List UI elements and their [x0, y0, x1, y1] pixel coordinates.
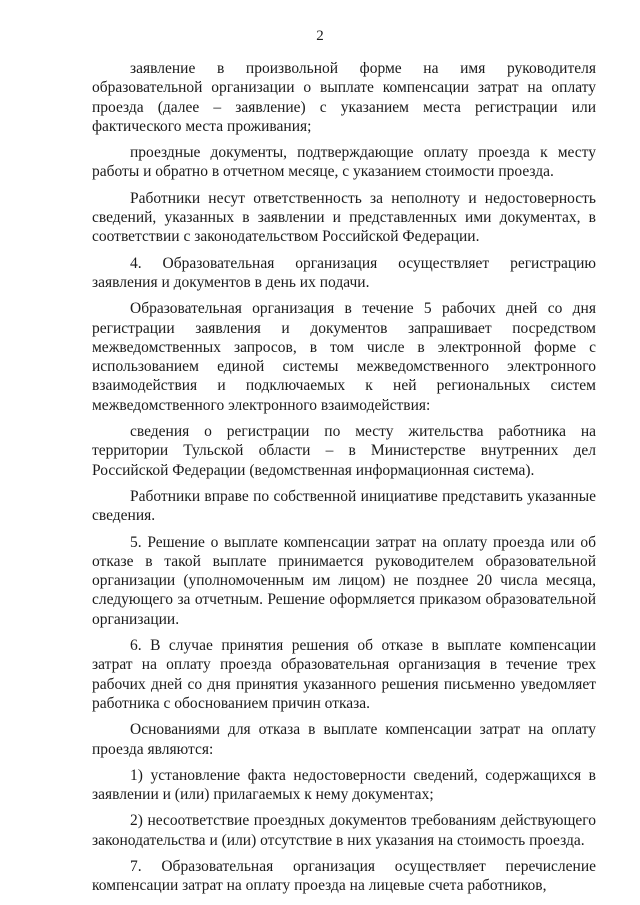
paragraph-ground-1: 1) установление факта недостоверности сведений, содержащихся в заявлении и (или) прилагаемых к нему документах; — [92, 766, 596, 804]
paragraph-registration-info: сведения о регистрации по месту жительства работника на территории Тульской области – в Министерстве внутренних дел Российской Федерации (ведомственная информационная система). — [92, 423, 596, 479]
paragraph-refusal-grounds: Основаниями для отказа в выплате компенсации затрат на оплату проезда являются: — [92, 721, 596, 758]
paragraph-application: заявление в произвольной форме на имя руководителя образовательной организации о выплате компенсации затрат на оплату проезда (далее – заявление) с указанием места регистрации или фактического места проживания; — [92, 60, 596, 135]
paragraph-interagency-requests: Образовательная организация в течение 5 рабочих дней со дня регистрации заявления и документов запрашивает посредством межведомственных запросов, в том числе в электронной форме с использованием единой системы межведомственного электронного взаимодействия и подключаемых к ней региональных систем межведомственного электронного взаимодействия: — [92, 300, 596, 414]
paragraph-item-5: 5. Решение о выплате компенсации затрат на оплату проезда или об отказе в такой выплате принимается руководителем образовательной организации (уполномоченным им лицом) не позднее 20 числа месяца, следующего за отчетным. Решение оформляется приказом образовательной организации. — [92, 533, 596, 628]
paragraph-responsibility: Работники несут ответственность за неполноту и недостоверность сведений, указанных в заявлении и представленных ими документах, в соответствии с законодательством Российской Федерации. — [92, 189, 596, 246]
paragraph-item-4: 4. Образовательная организация осуществляет регистрацию заявления и документов в день их подачи. — [92, 254, 596, 291]
paragraph-item-6: 6. В случае принятия решения об отказе в выплате компенсации затрат на оплату проезда образовательная организация в течение трех рабочих дней со дня принятия указанного решения письменно уведомляет работника с обоснованием причин отказа. — [92, 637, 596, 712]
paragraph-ground-2: 2) несоответствие проездных документов требованиям действующего законодательства и (или) отсутствие в них указания на стоимость проезда. — [92, 812, 596, 849]
page-number: 2 — [316, 28, 324, 44]
paragraph-travel-documents: проездные документы, подтверждающие оплату проезда к месту работы и обратно в отчетном месяце, с указанием стоимости проезда. — [92, 144, 596, 181]
paragraph-own-initiative: Работники вправе по собственной инициативе представить указанные сведения. — [92, 487, 596, 525]
paragraph-item-7: 7. Образовательная организация осуществляет перечисление компенсации затрат на оплату проезда на лицевые счета работников, — [92, 857, 596, 895]
document-body — [92, 59, 596, 903]
